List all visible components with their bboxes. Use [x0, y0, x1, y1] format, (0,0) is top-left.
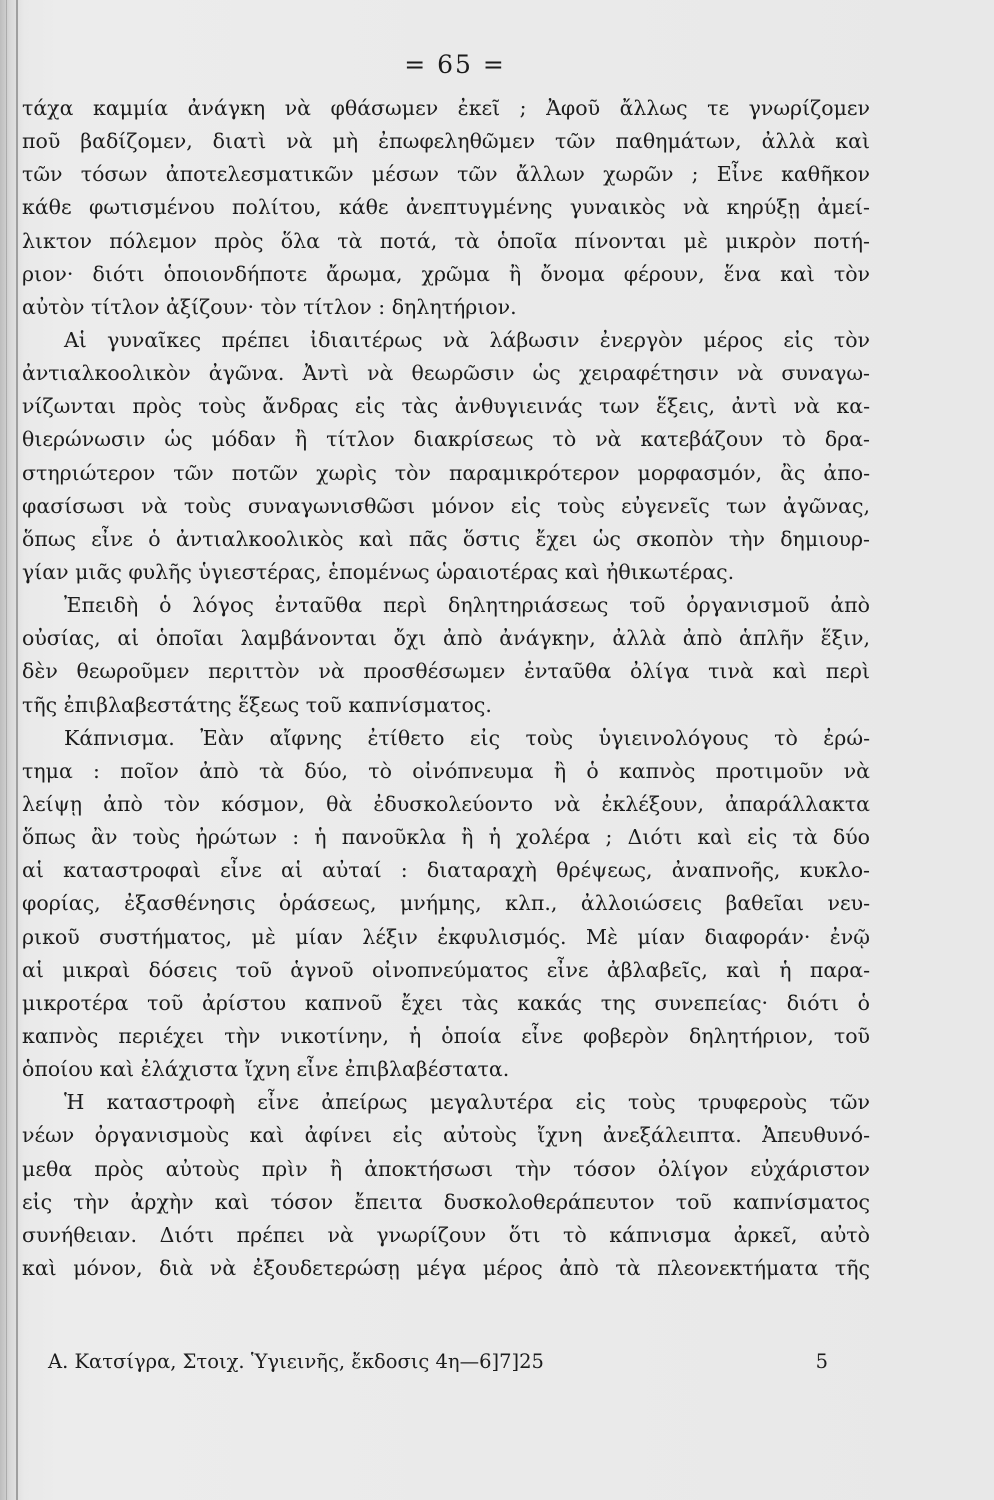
text-line: ρικοῦ συστήματος, μὲ μίαν λέξιν ἐκφυλισμός. Μὲ μίαν διαφοράν· ἐνῷ [22, 924, 870, 949]
text-line: συνήθειαν. Διότι πρέπει νὰ γνωρίζουν ὅτι τὸ κάπνισμα ἀρκεῖ, αὐτὸ [22, 1222, 870, 1247]
text-line: μικροτέρα τοῦ ἀρίστου καπνοῦ ἔχει τὰς κακάς της συνεπείας· διότι ὁ [22, 990, 870, 1015]
text-line: τῆς ἐπιβλαβεστάτης ἕξεως τοῦ καπνίσματος. [22, 692, 492, 717]
text-line: καὶ μόνον, διὰ νὰ ἐξουδετερώσῃ μέγα μέρος ἀπὸ τὰ πλεονεκτήματα τῆς [22, 1255, 870, 1280]
text-line: στηριώτερον τῶν ποτῶν χωρὶς τὸν παραμικρότερον μορφασμόν, ἂς ἀπο- [22, 460, 870, 485]
text-line: Ἡ καταστροφὴ εἶνε ἀπείρως μεγαλυτέρα εἰς τοὺς τρυφεροὺς τῶν [64, 1090, 870, 1115]
footer-sheet-number: 5 [815, 1350, 828, 1373]
text-line: καπνὸς περιέχει τὴν νικοτίνην, ἡ ὁποία εἶνε φοβερὸν δηλητήριον, τοῦ [22, 1023, 870, 1048]
text-line: θιερώνωσιν ὡς μόδαν ἢ τίτλον διακρίσεως τὸ νὰ κατεβάζουν τὸ δρα- [22, 427, 870, 452]
text-line: λικτον πόλεμον πρὸς ὅλα τὰ ποτά, τὰ ὁποῖα πίνονται μὲ μικρὸν ποτή- [22, 228, 870, 253]
text-line: φορίας, ἐξασθένησις ὁράσεως, μνήμης, κλπ., ἀλλοιώσεις βαθεῖαι νευ- [22, 891, 870, 916]
text-line: αἱ μικραὶ δόσεις τοῦ ἁγνοῦ οἰνοπνεύματος εἶνε ἀβλαβεῖς, καὶ ἡ παρα- [22, 957, 870, 982]
text-line: γίαν μιᾶς φυλῆς ὑγιεστέρας, ἑπομένως ὡραιοτέρας καὶ ἠθικωτέρας. [22, 559, 735, 584]
text-line: ποῦ βαδίζομεν, διατὶ νὰ μὴ ἐπωφεληθῶμεν τῶν παθημάτων, ἀλλὰ καὶ [22, 129, 870, 154]
page-number: = 65 = [404, 50, 506, 79]
text-line: ὅπως εἶνε ὁ ἀντιαλκοολικὸς καὶ πᾶς ὅστις ἔχει ὡς σκοπὸν τὴν δημιουρ- [22, 526, 870, 551]
text-line: Κάπνισμα. Ἐὰν αἴφνης ἐτίθετο εἰς τοὺς ὑγιεινολόγους τὸ ἐρώ- [64, 725, 870, 750]
text-line: Ἐπειδὴ ὁ λόγος ἐνταῦθα περὶ δηλητηριάσεως τοῦ ὀργανισμοῦ ἀπὸ [64, 593, 870, 618]
text-line: δὲν θεωροῦμεν περιττὸν νὰ προσθέσωμεν ἐνταῦθα ὀλίγα τινὰ καὶ περὶ [22, 659, 870, 684]
text-line: νίζωνται πρὸς τοὺς ἄνδρας εἰς τὰς ἀνθυγιεινάς των ἕξεις, ἀντὶ νὰ κα- [22, 394, 870, 419]
text-line: οὐσίας, αἱ ὁποῖαι λαμβάνονται ὄχι ἀπὸ ἀνάγκην, ἀλλὰ ἀπὸ ἁπλῆν ἕξιν, [22, 626, 870, 651]
text-line: ὅπως ἂν τοὺς ἠρώτων : ἡ πανοῦκλα ἢ ἡ χολέρα ; Διότι καὶ εἰς τὰ δύο [22, 825, 870, 850]
text-line: τάχα καμμία ἀνάγκη νὰ φθάσωμεν ἐκεῖ ; Ἀφοῦ ἄλλως τε γνωρίζομεν [22, 96, 870, 120]
text-line: Αἱ γυναῖκες πρέπει ἰδιαιτέρως νὰ λάβωσιν ἐνεργὸν μέρος εἰς τὸν [64, 327, 870, 352]
text-line: αὐτὸν τίτλον ἀξίζουν· τὸν τίτλον : δηλητήριον. [22, 294, 517, 319]
text-line: λείψῃ ἀπὸ τὸν κόσμον, θὰ ἐδυσκολεύοντο νὰ ἐκλέξουν, ἀπαράλλακτα [22, 791, 870, 816]
footer-signature: Α. Κατσίγρα, Στοιχ. Ὑγιεινῆς, ἔκδοσις 4η—6]7]25 [48, 1350, 544, 1373]
text-line: μεθα πρὸς αὐτοὺς πρὶν ἢ ἀποκτήσωσι τὴν τόσον ὀλίγον εὐχάριστον [22, 1156, 870, 1181]
text-line: νέων ὀργανισμοὺς καὶ ἀφίνει εἰς αὐτοὺς ἴχνη ἀνεξάλειπτα. Ἀπευθυνό- [22, 1123, 870, 1148]
text-line: φασίσωσι νὰ τοὺς συναγωνισθῶσι μόνον εἰς τοὺς εὐγενεῖς των ἀγῶνας, [22, 493, 870, 518]
text-line: ἀντιαλκοολικὸν ἀγῶνα. Ἀντὶ νὰ θεωρῶσιν ὡς χειραφέτησιν νὰ συναγω- [22, 361, 870, 386]
binding-edge-shadow [6, 0, 7, 1500]
page-footer [48, 1350, 828, 1373]
text-line: εἰς τὴν ἀρχὴν καὶ τόσον ἔπειτα δυσκολοθεράπευτον τοῦ καπνίσματος [22, 1189, 870, 1214]
text-line: τημα : ποῖον ἀπὸ τὰ δύο, τὸ οἰνόπνευμα ἢ ὁ καπνὸς προτιμοῦν νὰ [22, 758, 870, 783]
text-line: ὁποίου καὶ ἐλάχιστα ἴχνη εἶνε ἐπιβλαβέστατα. [22, 1057, 510, 1082]
binding-edge [16, 0, 18, 1500]
body-text [22, 92, 870, 1285]
text-line: ριον· διότι ὁποιονδήποτε ἄρωμα, χρῶμα ἢ ὄνομα φέρουν, ἕνα καὶ τὸν [22, 261, 870, 286]
text-line: αἱ καταστροφαὶ εἶνε αἱ αὐταί : διαταραχὴ θρέψεως, ἀναπνοῆς, κυκλο- [22, 858, 870, 883]
text-line: τῶν τόσων ἀποτελεσματικῶν μέσων τῶν ἄλλων χωρῶν ; Εἶνε καθῆκον [22, 162, 870, 187]
text-line: κάθε φωτισμένου πολίτου, κάθε ἀνεπτυγμένης γυναικὸς νὰ κηρύξῃ ἀμεί- [22, 195, 870, 220]
